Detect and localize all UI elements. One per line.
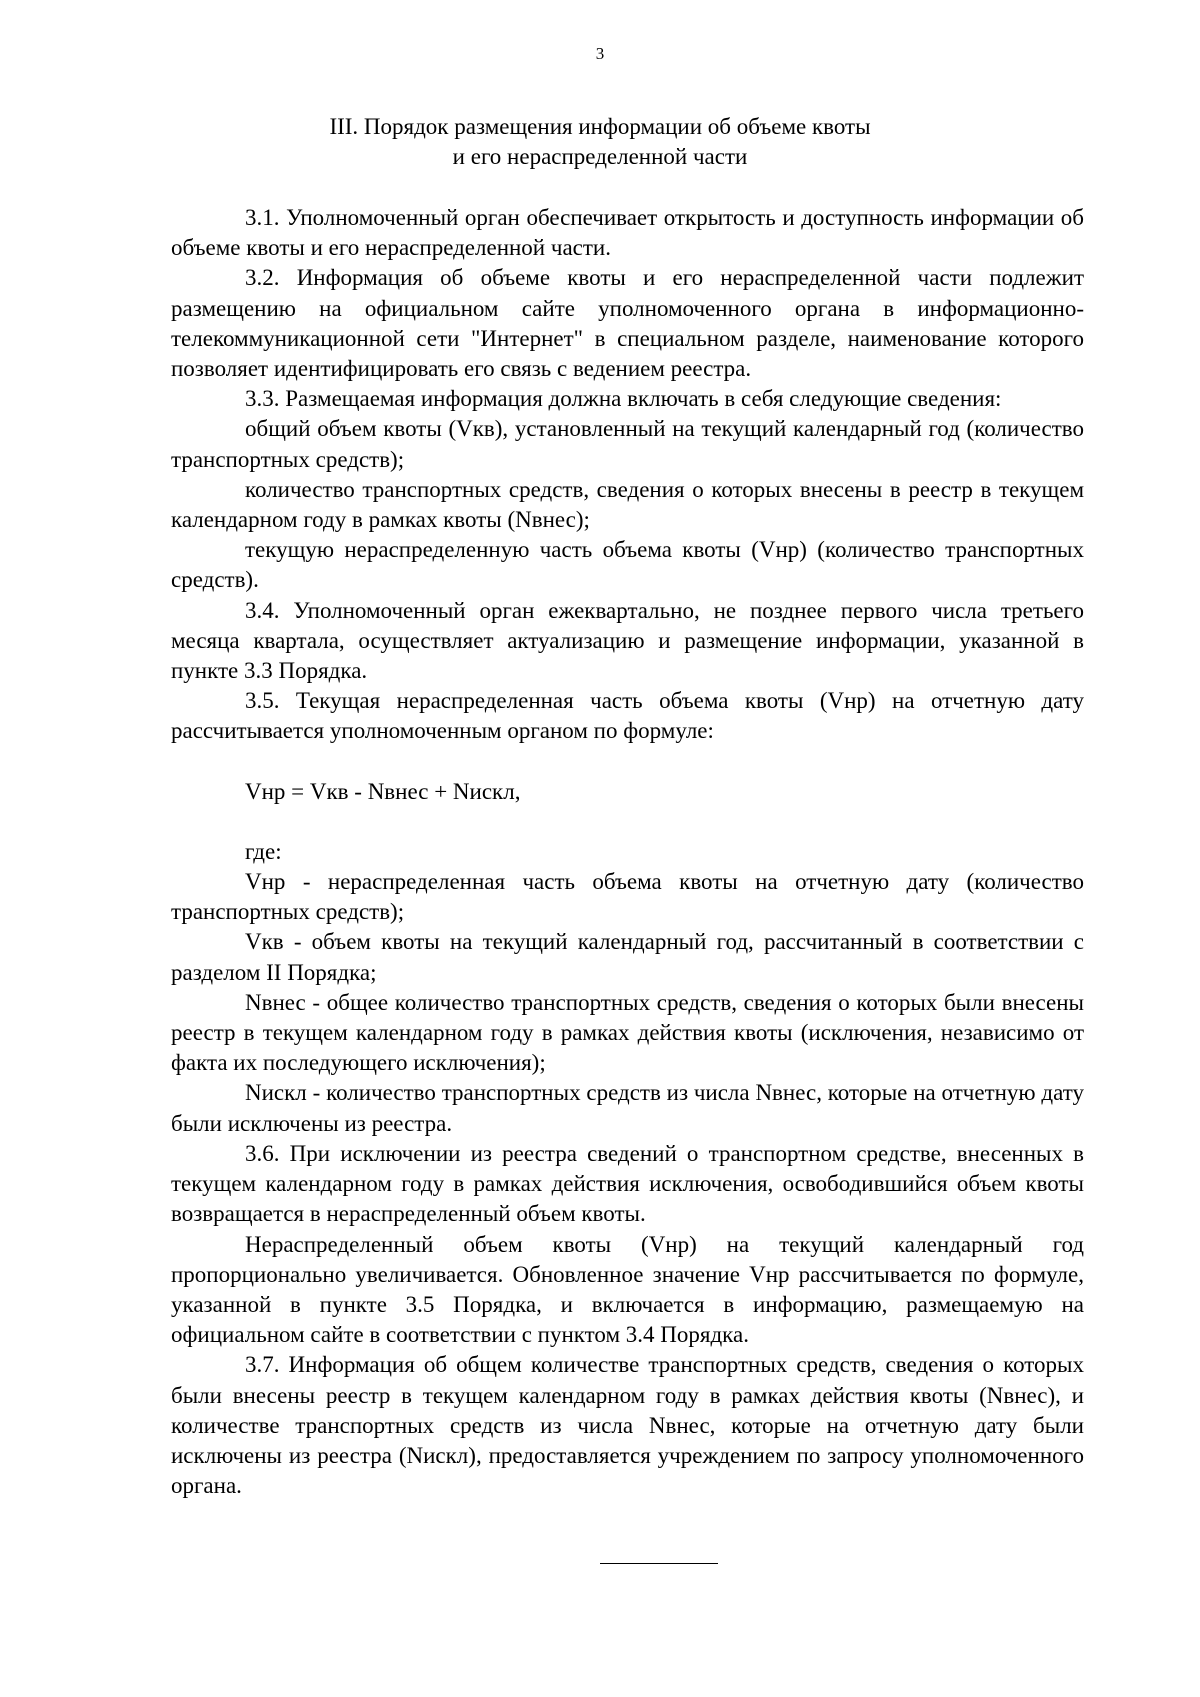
- section-title-line: и его нераспределенной части: [452, 144, 748, 169]
- paragraph-3-6-continued: Нераспределенный объем квоты (Vнр) на текущий календарный год пропорционально увеличивается. Обновленное значение Vнр рассчитывается по формуле, указанной в пункте 3.5 Порядка, и включается в информацию, размещаемую на официальном сайте в соответствии с пунктом 3.4 Порядка.: [171, 1231, 1084, 1348]
- formula: Vнр = Vкв - Nвнес + Nискл,: [245, 778, 521, 804]
- paragraph-3-3: 3.3. Размещаемая информация должна включать в себя следующие сведения:: [245, 386, 1002, 412]
- document-body: [171, 203, 1084, 1501]
- list-item-total-quota: общий объем квоты (Vкв), установленный на текущий календарный год (количество транспортных средств);: [171, 416, 1084, 472]
- end-divider: [600, 1563, 718, 1564]
- paragraph-3-7: 3.7. Информация об общем количестве транспортных средств, сведения о которых были внесены реестр в текущем календарном году в рамках действия квоты (Nвнес), и количестве транспортных средств из числа Nвнес, которые на отчетную дату были исключены из реестра (Nискл), предоставляется учреждением по запросу уполномоченного органа.: [171, 1352, 1084, 1499]
- definition-niskl: Nискл - количество транспортных средств из числа Nвнес, которые на отчетную дату были исключены из реестра.: [171, 1080, 1084, 1136]
- definition-vnr: Vнр - нераспределенная часть объема квоты на отчетную дату (количество транспортных средств);: [171, 869, 1084, 925]
- list-item-unallocated-part: текущую нераспределенную часть объема квоты (Vнр) (количество транспортных средств).: [171, 537, 1084, 593]
- page-number: 3: [595, 44, 605, 63]
- paragraph-3-2: 3.2. Информация об объеме квоты и его нераспределенной части подлежит размещению на официальном сайте уполномоченного органа в информационно-телекоммуникационной сети "Интернет" в специальном разделе, наименование которого позволяет идентифицировать его связь с ведением реестра.: [171, 265, 1084, 382]
- definition-nvnes: Nвнес - общее количество транспортных средств, сведения о которых были внесены реестр в текущем календарном году в рамках действия квоты (исключения, независимо от факта их последующего исключения);: [171, 989, 1084, 1076]
- paragraph-3-1: 3.1. Уполномоченный орган обеспечивает открытость и доступность информации об объеме квоты и его нераспределенной части.: [171, 205, 1084, 261]
- section-title-line: III. Порядок размещения информации об объеме квоты: [329, 114, 871, 139]
- list-item-registered-count: количество транспортных средств, сведения о которых внесены в реестр в текущем календарном году в рамках квоты (Nвнес);: [171, 476, 1084, 533]
- paragraph-3-6: 3.6. При исключении из реестра сведений о транспортном средстве, внесенных в текущем календарном году в рамках действия исключения, освободившийся объем квоты возвращается в нераспределенный объем квоты.: [171, 1140, 1084, 1227]
- paragraph-3-5: 3.5. Текущая нераспределенная часть объема квоты (Vнр) на отчетную дату рассчитывается уполномоченным органом по формуле:: [171, 688, 1084, 744]
- formula-where-label: где:: [245, 838, 282, 864]
- paragraph-3-4: 3.4. Уполномоченный орган ежеквартально, не позднее первого числа третьего месяца квартала, осуществляет актуализацию и размещение информации, указанной в пункте 3.3 Порядка.: [171, 597, 1084, 684]
- section-title: [170, 112, 1030, 172]
- definition-vkv: Vкв - объем квоты на текущий календарный год, рассчитанный в соответствии с разделом II Порядка;: [171, 929, 1084, 985]
